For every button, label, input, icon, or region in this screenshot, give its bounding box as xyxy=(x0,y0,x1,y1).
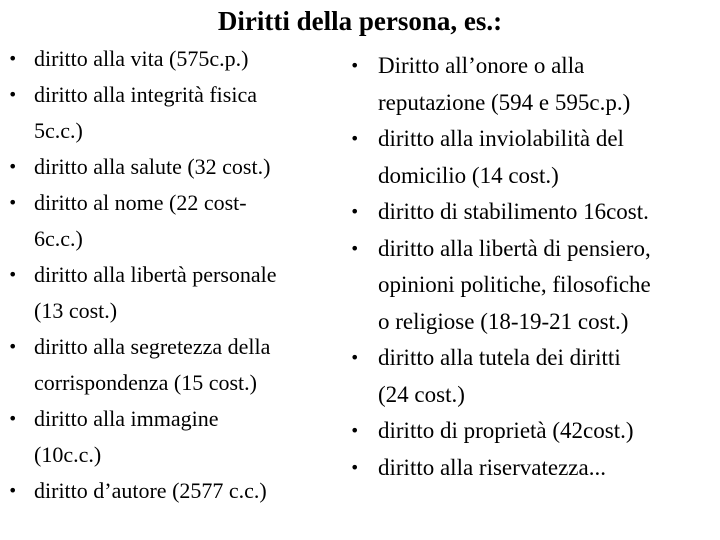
list-item xyxy=(350,231,715,341)
item-line: (10c.c.) xyxy=(34,442,102,467)
list-item xyxy=(8,401,338,473)
bullet-icon: • xyxy=(8,265,18,284)
bullet-icon: • xyxy=(350,56,360,75)
item-line: diritto alla riservatezza... xyxy=(378,454,606,480)
slide-title: Diritti della persona, es.: xyxy=(217,6,503,36)
item-line: diritto alla salute (32 cost.) xyxy=(34,154,271,179)
item-line: diritto alla segretezza della xyxy=(34,334,271,359)
item-line: diritto di stabilimento 16cost. xyxy=(378,199,649,224)
item-line: opinioni politiche, filosofiche xyxy=(378,272,651,297)
bullet-icon: • xyxy=(8,85,18,104)
item-line: diritto al nome (22 cost- xyxy=(34,190,247,215)
item-line: diritto d’autore (2577 c.c.) xyxy=(34,478,267,503)
bullet-icon: • xyxy=(8,409,18,428)
bullet-icon: • xyxy=(350,348,360,367)
bullet-icon: • xyxy=(350,457,360,477)
bullet-icon: • xyxy=(8,481,18,500)
bullet-icon: • xyxy=(350,129,360,148)
item-line: diritto alla immagine xyxy=(34,406,219,431)
list-item xyxy=(8,473,338,509)
item-line: 5c.c.) xyxy=(34,118,83,143)
item-line: diritto alla integrità fisica xyxy=(34,82,257,107)
list-item xyxy=(8,185,338,257)
item-line: reputazione (594 e 595c.p.) xyxy=(378,89,631,115)
item-line: corrispondenza (15 cost.) xyxy=(34,370,257,395)
list-item xyxy=(350,413,715,450)
bullet-icon: • xyxy=(8,337,18,356)
item-line: diritto alla vita (575c.p.) xyxy=(34,46,249,71)
list-item xyxy=(350,340,715,413)
item-line: 6c.c.) xyxy=(34,226,83,251)
item-line: (24 cost.) xyxy=(378,381,465,407)
left-rights-list xyxy=(8,41,338,509)
item-line: diritto di proprietà (42cost.) xyxy=(378,418,634,443)
list-item xyxy=(350,48,715,121)
item-line: (13 cost.) xyxy=(34,298,118,323)
item-line: diritto alla inviolabilità del xyxy=(378,126,624,151)
bullet-icon: • xyxy=(8,157,18,176)
list-item xyxy=(350,121,715,194)
item-line: diritto alla tutela dei diritti xyxy=(378,345,621,370)
list-item xyxy=(8,41,338,77)
item-line: o religiose (18-19-21 cost.) xyxy=(378,308,629,334)
bullet-icon: • xyxy=(350,238,360,258)
item-line: domicilio (14 cost.) xyxy=(378,162,559,188)
item-line: Diritto all’onore o alla xyxy=(378,53,585,78)
bullet-icon: • xyxy=(350,421,360,440)
list-item xyxy=(8,149,338,185)
item-line: diritto alla libertà personale xyxy=(34,262,277,287)
right-rights-list xyxy=(350,48,715,486)
item-line: diritto alla libertà di pensiero, xyxy=(378,235,651,261)
list-item xyxy=(8,77,338,149)
list-item xyxy=(8,329,338,401)
bullet-icon: • xyxy=(8,49,18,68)
list-item xyxy=(350,450,715,487)
list-item xyxy=(350,194,715,231)
bullet-icon: • xyxy=(8,193,18,212)
list-item xyxy=(8,257,338,329)
bullet-icon: • xyxy=(350,202,360,221)
